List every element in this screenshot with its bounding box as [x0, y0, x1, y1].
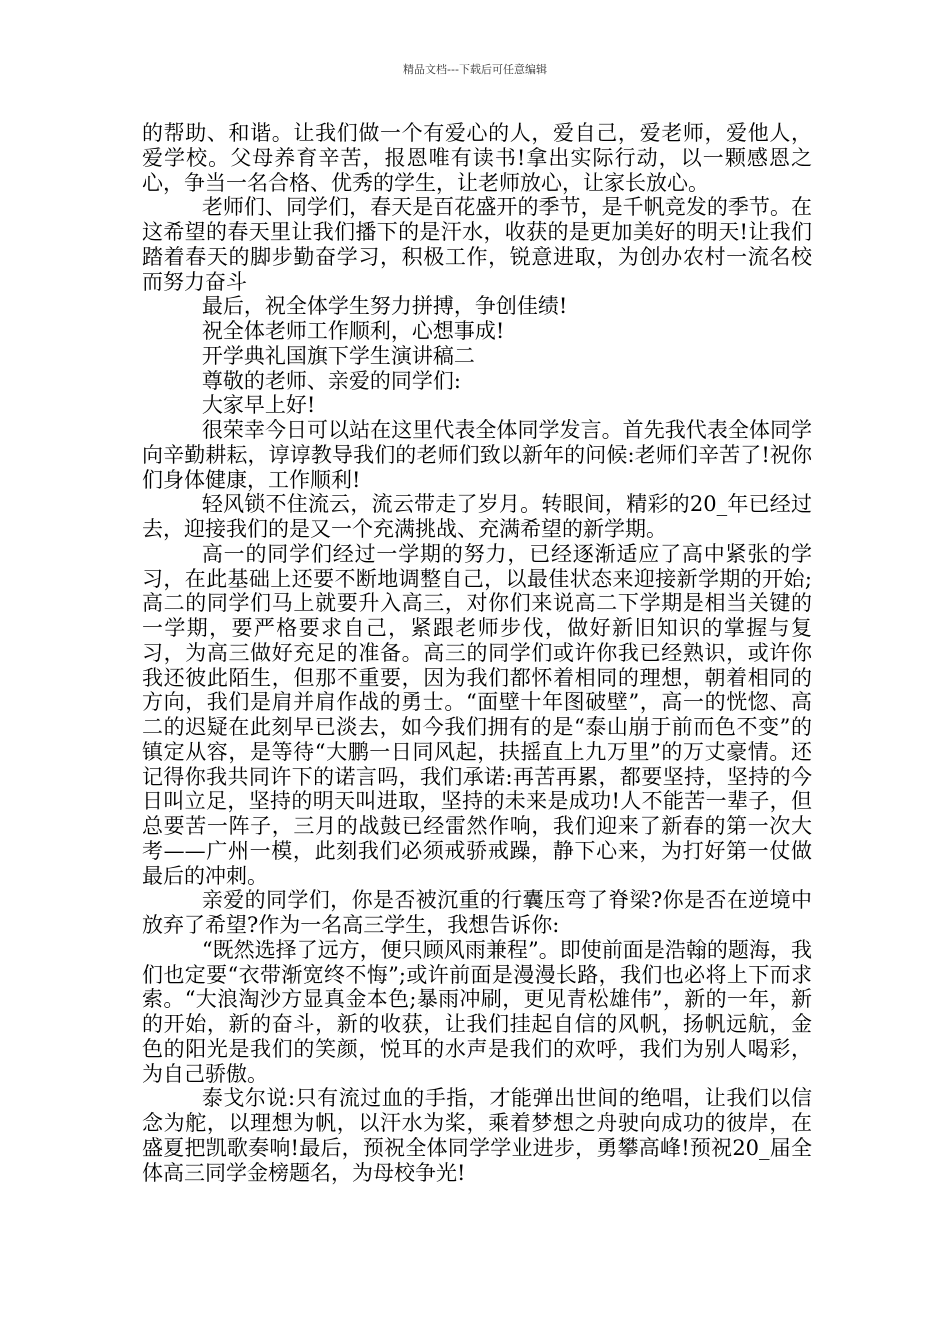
- document-body: [142, 121, 812, 1185]
- salutation: 尊敬的老师、亲爱的同学们:: [201, 368, 461, 393]
- paragraph-12: “既然选择了远方，便只顾风雨兼程”。即使前面是浩翰的题海，我们也定要“衣带渐宽终不悔”;或许前面是漫漫长路，我们也必将上下而求索。“大浪淘沙方显真金本色;暴雨冲刷，更见青松雄伟”，新的一年，新的开始，新的奋斗，新的收获，让我们挂起自信的风帆，扬帆远航，金色的阳光是我们的笑颜，悦耳的水声是我们的欢呼，我们为别人喝彩，为自己骄傲。: [142, 937, 812, 1086]
- paragraph-4: 祝全体老师工作顺利，心想事成!: [201, 319, 505, 343]
- paragraph-10: 高一的同学们经过一学期的努力，已经逐渐适应了高中紧张的学习，在此基础上还要不断地调整自己，以最佳状态来迎接新学期的开始;高二的同学们马上就要升入高三，对你们来说高二下学期是相当关键的一学期，要严格要求自己，紧跟老师步伐，做好新旧知识的掌握与复习，为高三做好充足的准备。高三的同学们或许你我已经熟识，或许你我还彼此陌生，但那不重要，因为我们都怀着相同的理想，朝着相同的方向，我们是肩并肩作战的勇士。“面壁十年图破壁”，高一的恍惚、高二的迟疑在此刻早已淡去，如今我们拥有的是“泰山崩于前而色不变”的镇定从容，是等待“大鹏一日同风起，扶摇直上九万里”的万丈豪情。还记得你我共同许下的诺言吗，我们承诺:再苦再累，都要坚持，坚持的今日叫立足，坚持的明天叫进取，坚持的未来是成功!人不能苦一辈子，但总要苦一阵子，三月的战鼓已经雷然作响，我们迎来了新春的第一次大考——广州一模，此刻我们必须戒骄戒躁，静下心来，为打好第一仗做最后的冲刺。: [142, 541, 812, 888]
- paragraph-3: 最后，祝全体学生努力拼搏，争创佳绩!: [201, 294, 568, 319]
- paragraph-9: 轻风锁不住流云，流云带走了岁月。转眼间，精彩的20_年已经过去，迎接我们的是又一个充满挑战、充满希望的新学期。: [142, 492, 812, 541]
- page-header: 精品文档---下载后可任意编辑: [403, 63, 547, 76]
- section-title: 开学典礼国旗下学生演讲稿二: [201, 343, 475, 368]
- paragraph-2: 老师们、同学们，春天是百花盛开的季节，是千帆竞发的季节。在这希望的春天里让我们播下的是汗水，收获的是更加美好的明天!让我们踏着春天的脚步勤奋学习，积极工作，锐意进取，为创办农村一流名校而努力奋斗: [142, 195, 812, 294]
- paragraph-1: 的帮助、和谐。让我们做一个有爱心的人，爱自己，爱老师，爱他人，爱学校。父母养育辛苦，报恩唯有读书!拿出实际行动，以一颗感恩之心，争当一名合格、优秀的学生，让老师放心，让家长放心。: [142, 121, 812, 195]
- paragraph-11: 亲爱的同学们，你是否被沉重的行囊压弯了脊梁?你是否在逆境中放弃了希望?作为一名高三学生，我想告诉你:: [142, 888, 812, 937]
- greeting: 大家早上好!: [201, 393, 316, 418]
- paragraph-13: 泰戈尔说:只有流过血的手指，才能弹出世间的绝唱，让我们以信念为舵，以理想为帆，以汗水为桨，乘着梦想之舟驶向成功的彼岸，在盛夏把凯歌奏响!最后，预祝全体同学学业进步，勇攀高峰!预祝20_届全体高三同学金榜题名，为母校争光!: [142, 1086, 812, 1185]
- paragraph-8: 很荣幸今日可以站在这里代表全体同学发言。首先我代表全体同学向辛勤耕耘，谆谆教导我们的老师们致以新年的问候:老师们辛苦了!祝你们身体健康，工作顺利!: [142, 418, 812, 492]
